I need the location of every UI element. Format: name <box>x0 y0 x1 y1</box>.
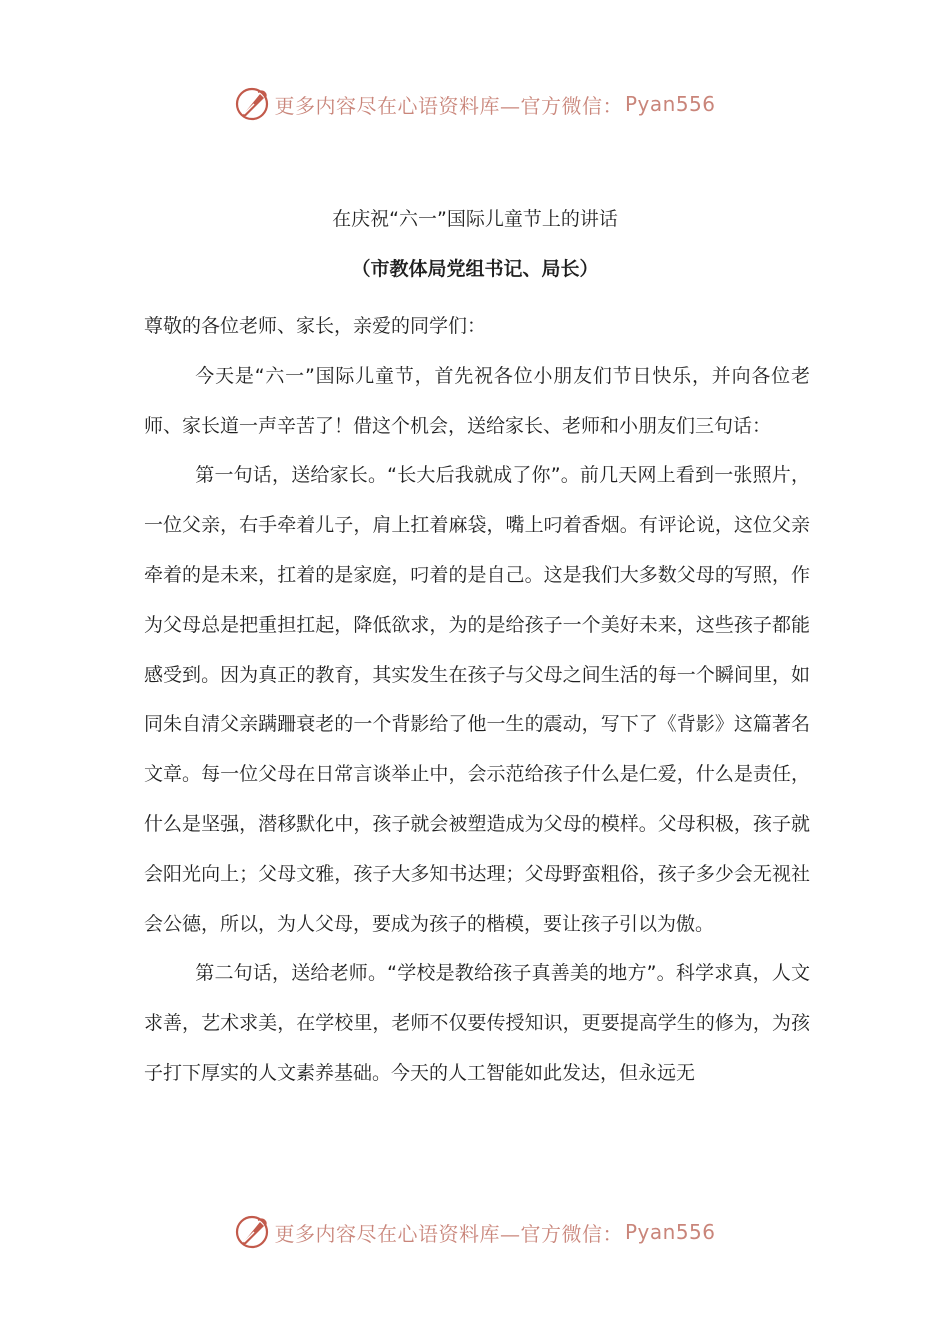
paragraph-intro: 今天是“六一”国际儿童节，首先祝各位小朋友们节日快乐，并向各位老师、家长道一声辛苦了！借这个机会，送给家长、老师和小朋友们三句话： <box>144 364 810 437</box>
watermark-wechat-id: Pyan556 <box>624 1220 716 1244</box>
speech-title: 在庆祝“六一”国际儿童节上的讲话 <box>332 208 618 230</box>
salutation: 尊敬的各位老师、家长，亲爱的同学们： <box>144 315 487 337</box>
paragraph-second-words: 第二句话，送给老师。“学校是教给孩子真善美的地方”。科学求真，人文求善，艺术求美，在学校里，老师不仅要传授知识，更要提高学生的修为，为孩子打下厚实的人文素养基础。今天的人工智能如此发达，但永远无 <box>144 962 810 1084</box>
footer-watermark <box>0 1212 950 1252</box>
speaker-subtitle: （市教体局党组书记、局长） <box>351 258 599 280</box>
watermark-text: 更多内容尽在心语资料库—官方微信： <box>274 1221 623 1246</box>
watermark-wechat-id: Pyan556 <box>624 92 716 116</box>
quill-pen-logo-icon <box>234 86 270 122</box>
paragraph-first-words: 第一句话，送给家长。“长大后我就成了你”。前几天网上看到一张照片，一位父亲，右手牵着儿子，肩上扛着麻袋，嘴上叼着香烟。有评论说，这位父亲牵着的是未来，扛着的是家庭，叼着的是自己。这是我们大多数父母的写照，作为父母总是把重担扛起，降低欲求，为的是给孩子一个美好未来，这些孩子都能感受到。因为真正的教育，其实发生在孩子与父母之间生活的每一个瞬间里，如同朱自清父亲蹒跚衰老的一个背影给了他一生的震动，写下了《背影》这篇著名文章。每一位父母在日常言谈举止中，会示范给孩子什么是仁爱，什么是责任，什么是坚强，潜移默化中，孩子就会被塑造成为父母的模样。父母积极，孩子就会阳光向上；父母文雅，孩子大多知书达理；父母野蛮粗俗，孩子多少会无视社会公德，所以，为人父母，要成为孩子的楷模，要让孩子引以为傲。 <box>144 464 810 935</box>
watermark-text: 更多内容尽在心语资料库—官方微信： <box>274 93 623 118</box>
speech-body <box>144 302 810 1099</box>
quill-pen-logo-icon <box>234 1214 270 1250</box>
header-watermark <box>0 84 950 124</box>
